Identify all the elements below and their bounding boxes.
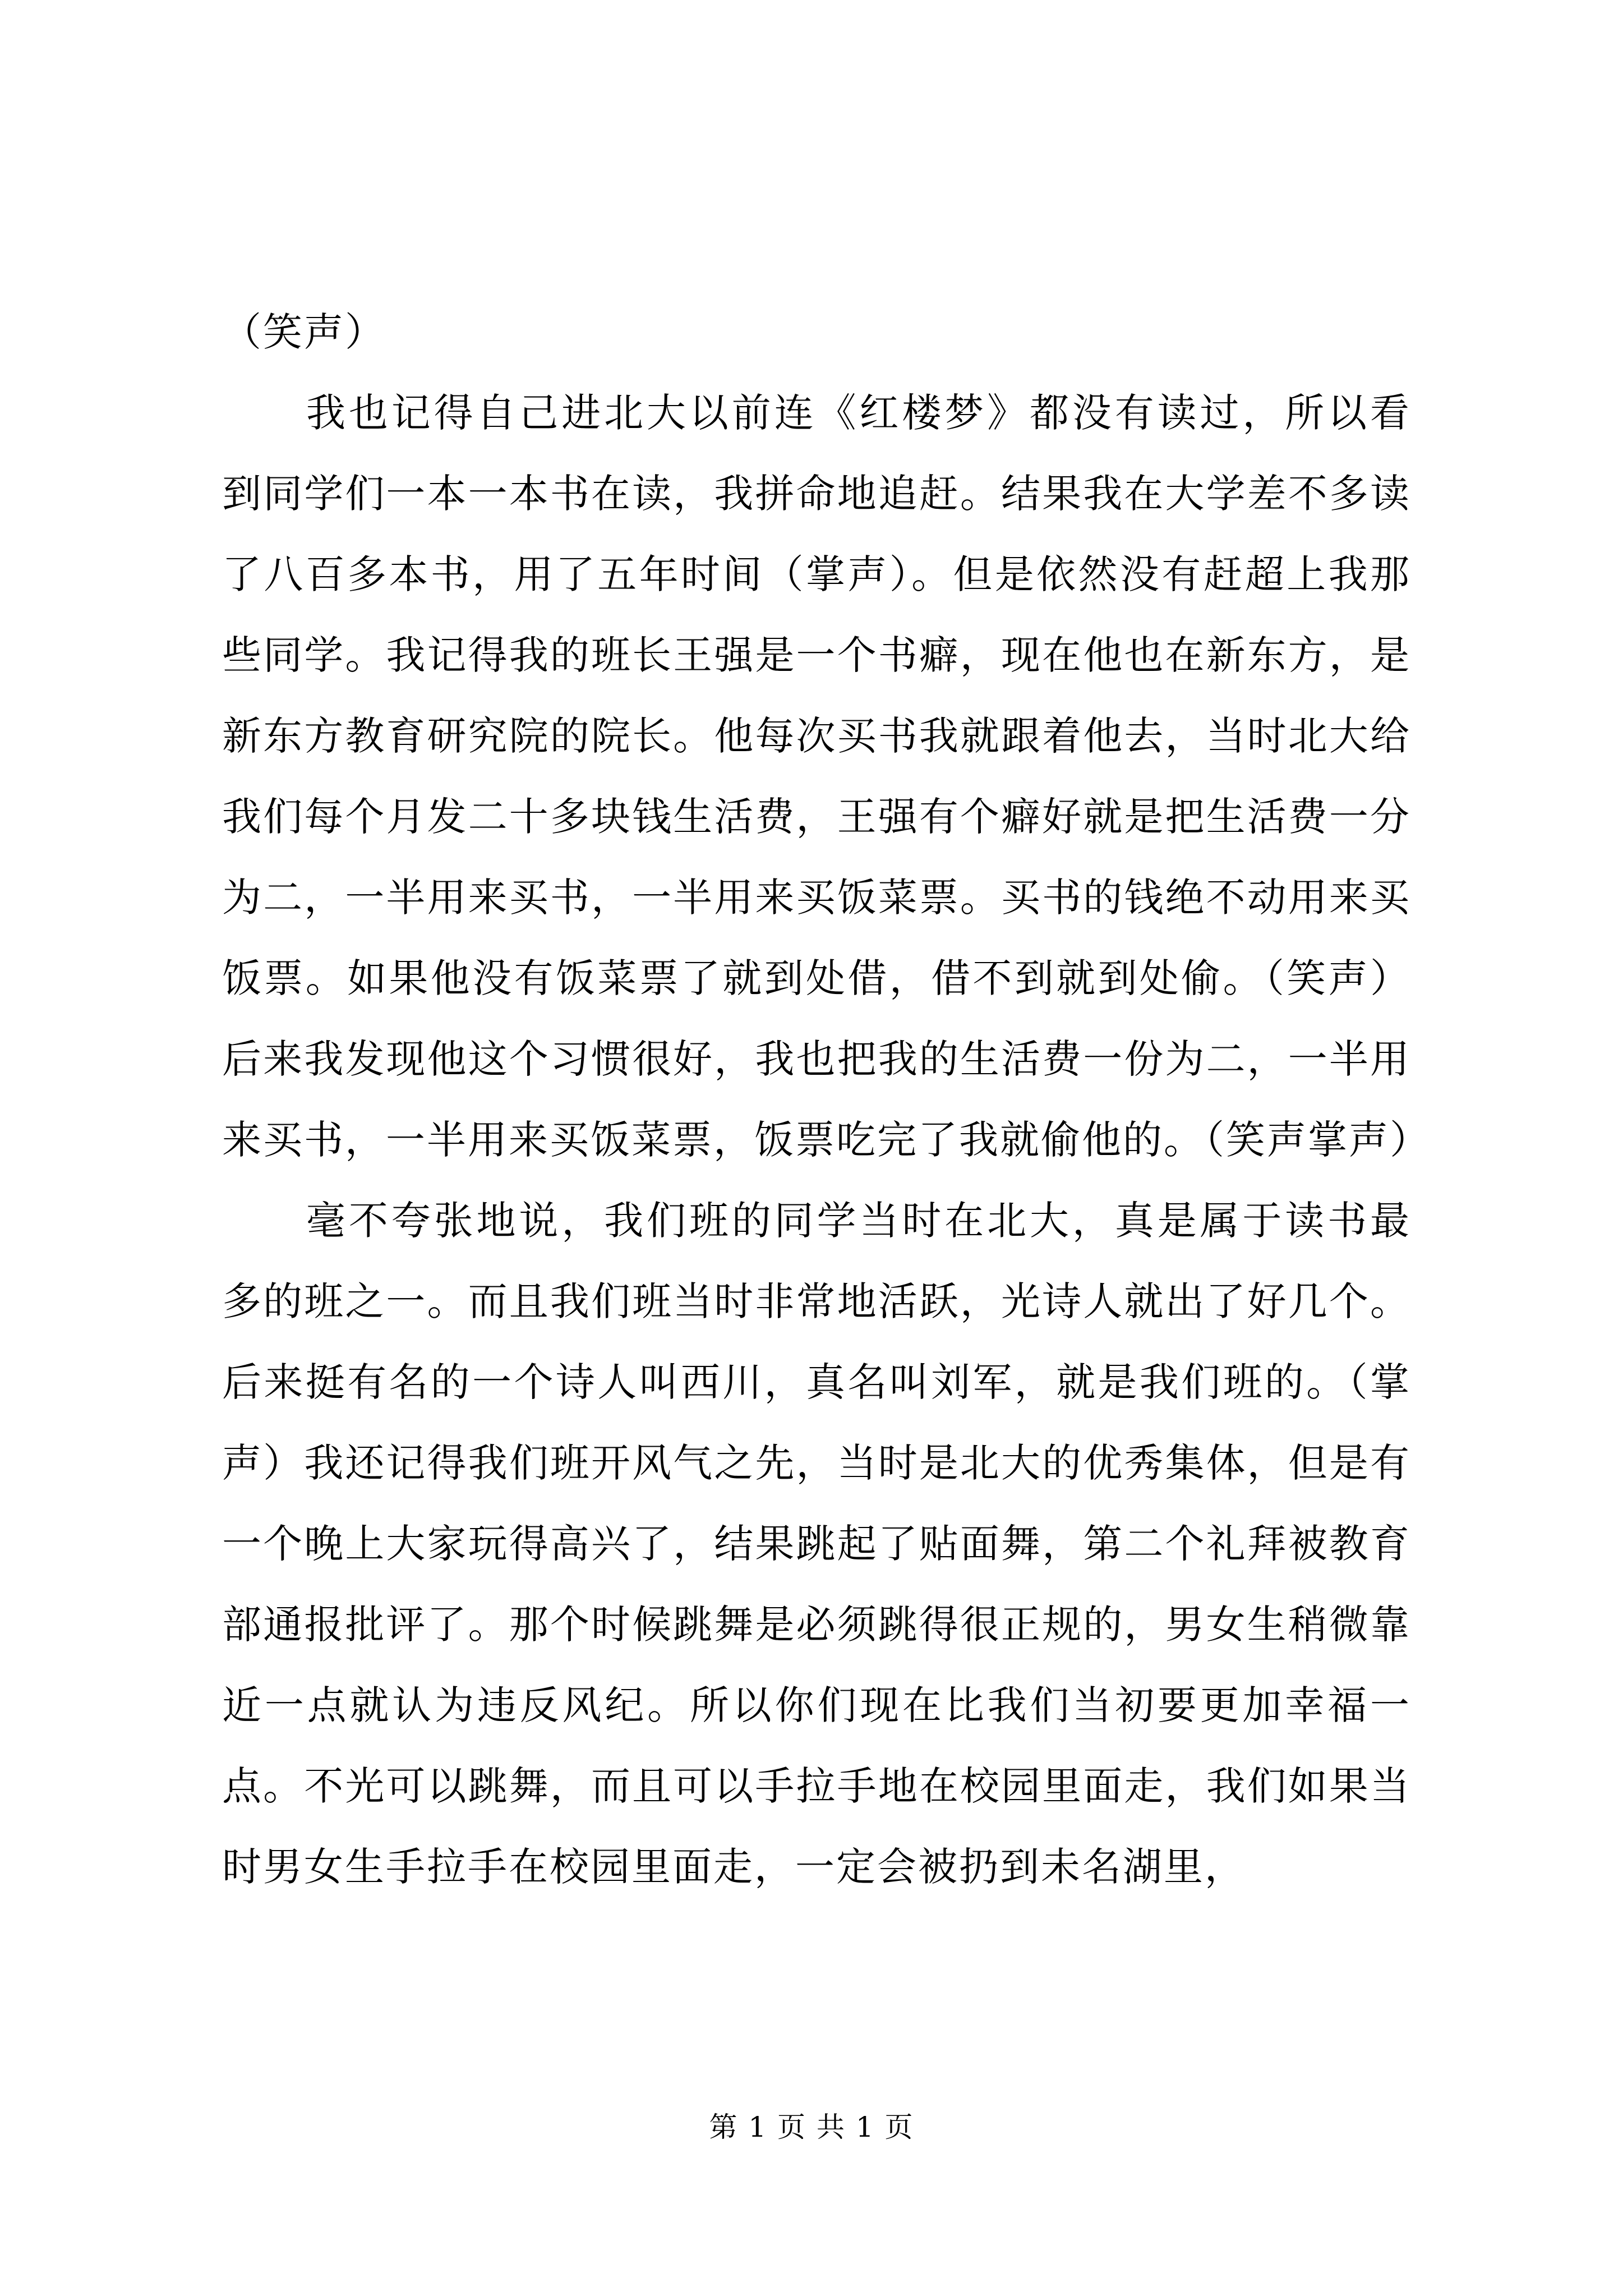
paragraph-class: 毫不夸张地说，我们班的同学当时在北大，真是属于读书最多的班之一。而且我们班当时非常地活跃，光诗人就出了好几个。后来挺有名的一个诗人叫西川，真名叫刘军，就是我们班的。（掌声）我还记得我们班开风气之先，当时是北大的优秀集体，但是有一个晚上大家玩得高兴了，结果跳起了贴面舞，第二个礼拜被教育部通报批评了。那个时候跳舞是必须跳得很正规的，男女生稍微靠近一点就认为违反风纪。所以你们现在比我们当初要更加幸福一点。不光可以跳舞，而且可以手拉手地在校园里面走，我们如果当时男女生手拉手在校园里面走，一定会被扔到未名湖里，	[222, 1198, 1411, 1890]
paragraph-reading: 我也记得自己进北大以前连《红楼梦》都没有读过，所以看到同学们一本一本书在读，我拼命地追赶。结果我在大学差不多读了八百多本书，用了五年时间（掌声）。但是依然没有赶超上我那些同学。我记得我的班长王强是一个书癖，现在他也在新东方，是新东方教育研究院的院长。他每次买书我就跟着他去，当时北大给我们每个月发二十多块钱生活费，王强有个癖好就是把生活费一分为二，一半用来买书，一半用来买饭菜票。买书的钱绝不动用来买饭票。如果他没有饭菜票了就到处借，借不到就到处偷。（笑声）后来我发现他这个习惯很好，我也把我的生活费一份为二，一半用来买书，一半用来买饭菜票，饭票吃完了我就偷他的。（笑声掌声）	[222, 390, 1431, 1163]
body-text	[222, 292, 1431, 1907]
page-footer: 第 1 页 共 1 页	[709, 2111, 914, 2143]
paragraph-laughter: （笑声）	[222, 309, 386, 355]
